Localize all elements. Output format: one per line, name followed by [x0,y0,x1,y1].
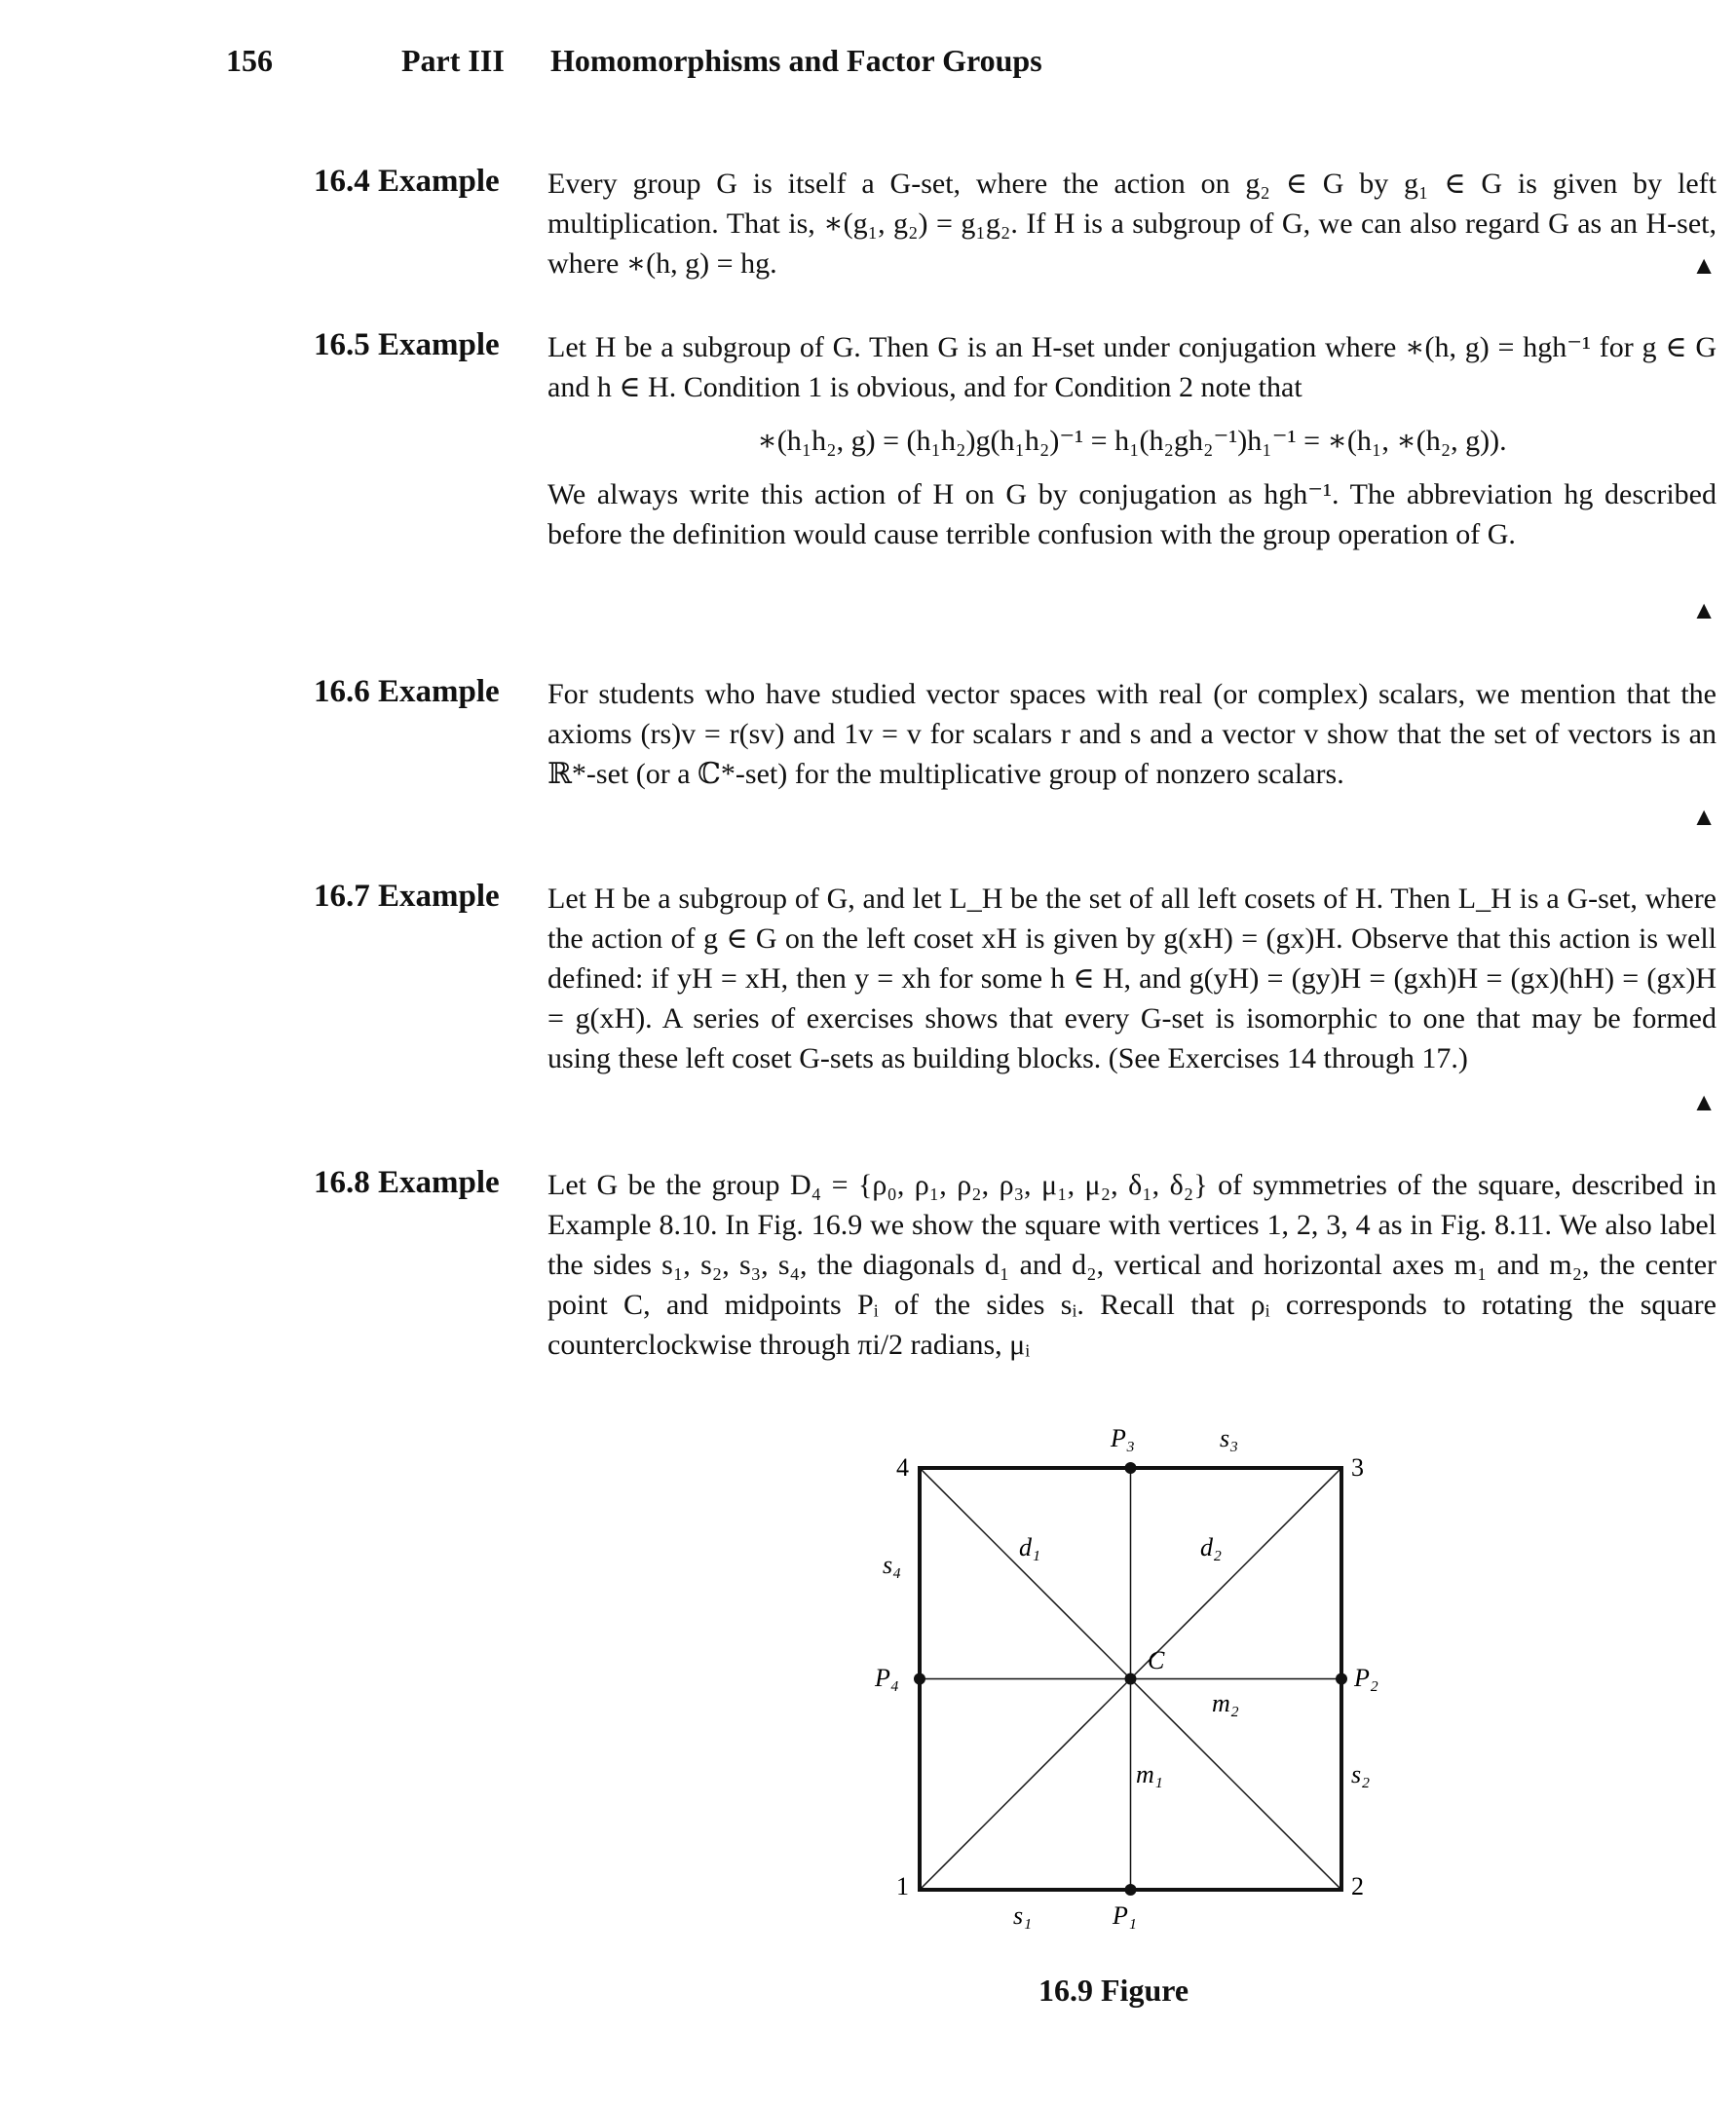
vertex-label-3: 3 [1351,1453,1364,1482]
square-symmetry-figure [857,1417,1403,1963]
chapter-title: Homomorphisms and Factor Groups [550,43,1042,78]
end-of-example-marker: ▲ [1691,1088,1717,1116]
label-p2: P₂ [1354,1664,1378,1692]
label-s2: s₂ [1351,1760,1371,1788]
example-body [547,879,1717,1078]
label-p4: P₄ [875,1664,899,1692]
label-m2: m₂ [1212,1689,1239,1717]
label-s4: s₄ [883,1551,902,1579]
display-equation: ∗(h₁h₂, g) = (h₁h₂)g(h₁h₂)⁻¹ = h₁(h₂gh₂⁻¹)h₁⁻¹ = ∗(h₁, ∗(h₂, g)). [757,425,1507,457]
example-label: 16.7 Example [314,879,500,914]
label-c: C [1148,1646,1165,1674]
midpoint-p4-dot [914,1674,925,1685]
example-body [547,674,1717,794]
label-s1: s₁ [1013,1901,1033,1930]
end-of-example-marker: ▲ [1691,803,1717,831]
example-text: For students who have studied vector spaces with real (or complex) scalars, we mention that the axioms (rs)v = r(sv) and 1v = v for scalars r and s and a vector v show that the set of vectors is an ℝ*-set (or a ℂ*-set) for the multiplicative group of nonzero scalars. [547,678,1717,790]
figure-caption: 16.9 Figure [1038,1973,1189,2008]
center-dot [1125,1674,1137,1685]
vertex-label-1: 1 [896,1872,909,1900]
example-body [547,327,1717,554]
example-text: Let H be a subgroup of G, and let L_H be the set of all left cosets of H. Then L_H is a G-set, where the action of g ∈ G on the left coset xH is given by g(xH) = (gx)H. Observe that this action is well defined: if yH = xH, then y = xh for some h ∈ H, and g(yH) = (gy)H = (gxh)H = (gx)(hH) = (gx)H = g(xH). A series of exercises shows that every G-set is isomorphic to one that may be formed using these left coset G-sets as building blocks. (See Exercises 14 through 17.) [547,883,1717,1074]
example-text-continued: We always write this action of H on G by conjugation as hgh⁻¹. The abbreviation hg described before the definition would cause terrible confusion with the group operation of G. [547,478,1717,550]
example-body [547,1165,1717,1365]
page-number: 156 [226,43,273,78]
end-of-example-marker: ▲ [1691,596,1717,624]
label-p3: P₃ [1111,1424,1135,1452]
label-p1: P₁ [1113,1901,1137,1930]
label-s3: s₃ [1220,1424,1239,1452]
vertex-label-4: 4 [896,1453,909,1482]
example-label: 16.8 Example [314,1165,500,1200]
example-text: Let G be the group D₄ = {ρ₀, ρ₁, ρ₂, ρ₃, μ₁, μ₂, δ₁, δ₂} of symmetries of the square, described in Example 8.10. In Fig. 16.9 we show the square with vertices 1, 2, 3, 4 as in Fig. 8.11. We also label the sides s₁, s₂, s₃, s₄, the diagonals d₁ and d₂, vertical and horizontal axes m₁ and m₂, the center point C, and midpoints Pᵢ of the sides sᵢ. Recall that ρᵢ corresponds to rotating the square counterclockwise through πi/2 radians, μᵢ [547,1169,1717,1361]
label-m1: m₁ [1136,1760,1163,1788]
midpoint-p1-dot [1125,1884,1137,1896]
vertex-label-2: 2 [1351,1872,1364,1900]
label-d2: d₂ [1200,1533,1223,1561]
label-d1: d₁ [1019,1533,1041,1561]
example-text: Let H be a subgroup of G. Then G is an H-set under conjugation where ∗(h, g) = hgh⁻¹ for g ∈ G and h ∈ H. Condition 1 is obvious, and for Condition 2 note that [547,331,1717,403]
midpoint-p3-dot [1125,1462,1137,1474]
midpoint-p2-dot [1336,1674,1347,1685]
part-label: Part III [401,43,505,78]
example-text: Every group G is itself a G-set, where the action on g₂ ∈ G by g₁ ∈ G is given by left multiplication. That is, ∗(g₁, g₂) = g₁g₂. If H is a subgroup of G, we can also regard G as an H-set, where ∗(h, g) = hg. [547,168,1717,280]
example-body [547,164,1717,283]
example-label: 16.4 Example [314,164,500,199]
example-label: 16.6 Example [314,674,500,709]
end-of-example-marker: ▲ [1691,251,1717,280]
example-label: 16.5 Example [314,327,500,362]
